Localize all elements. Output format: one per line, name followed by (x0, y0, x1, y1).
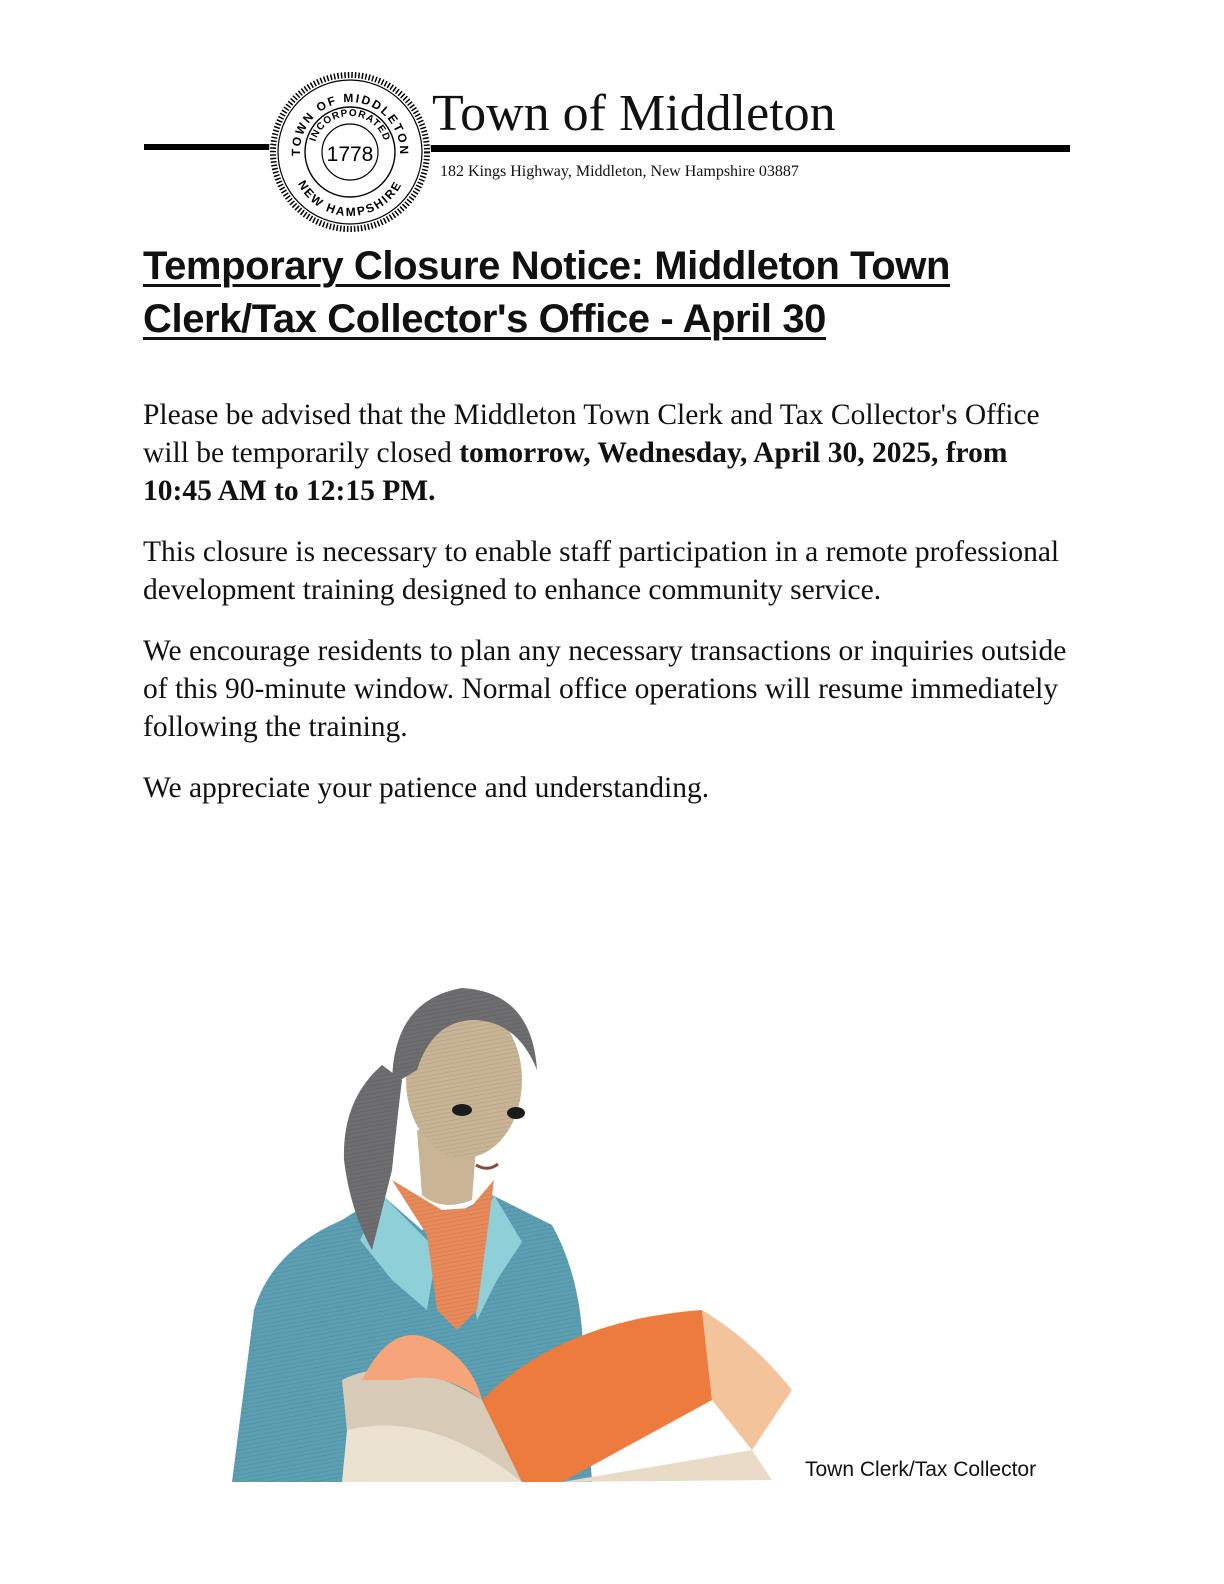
signature-line: Town Clerk/Tax Collector (805, 1458, 1037, 1481)
town-name: Town of Middleton (432, 85, 836, 142)
letterhead-rule-left (144, 144, 278, 150)
letterhead (0, 0, 1224, 240)
clerk-reading-illustration (232, 980, 802, 1482)
notice-paragraph-2: This closure is necessary to enable staff participation in a remote professional development training designed to enhance community service. (143, 536, 1060, 606)
notice-title: Temporary Closure Notice: Middleton Town Clerk/Tax Collector's Office - April 30 (143, 244, 951, 341)
notice-closure-time: tomorrow, Wednesday, April 30, 2025, from 10:45 AM to 12:15 PM. (143, 437, 1008, 507)
seal-ribbon-text: INCORPORATED (307, 107, 393, 143)
notice-paragraph-4: We appreciate your patience and understanding. (143, 772, 710, 804)
seal-bottom-text: NEW HAMPSHIRE (295, 177, 405, 220)
town-address: 182 Kings Highway, Middleton, New Hampshire 03887 (440, 163, 799, 180)
notice-paragraph-1 (143, 396, 1073, 510)
notice-paragraph-3: We encourage residents to plan any necessary transactions or inquiries outside of this 90-minute window. Normal office operations will resume immediately following the training. (143, 635, 1067, 743)
notice-body (143, 396, 1073, 830)
seal-year: 1778 (326, 143, 374, 166)
letterhead-rule-right (428, 145, 1070, 152)
seal-top-text: TOWN OF MIDDLETON (288, 90, 412, 157)
town-seal (268, 70, 432, 234)
notice-paragraph-1-lead: Please be advised that the Middleton Town Clerk and Tax Collector's Office will be temporarily closed (143, 399, 1040, 469)
